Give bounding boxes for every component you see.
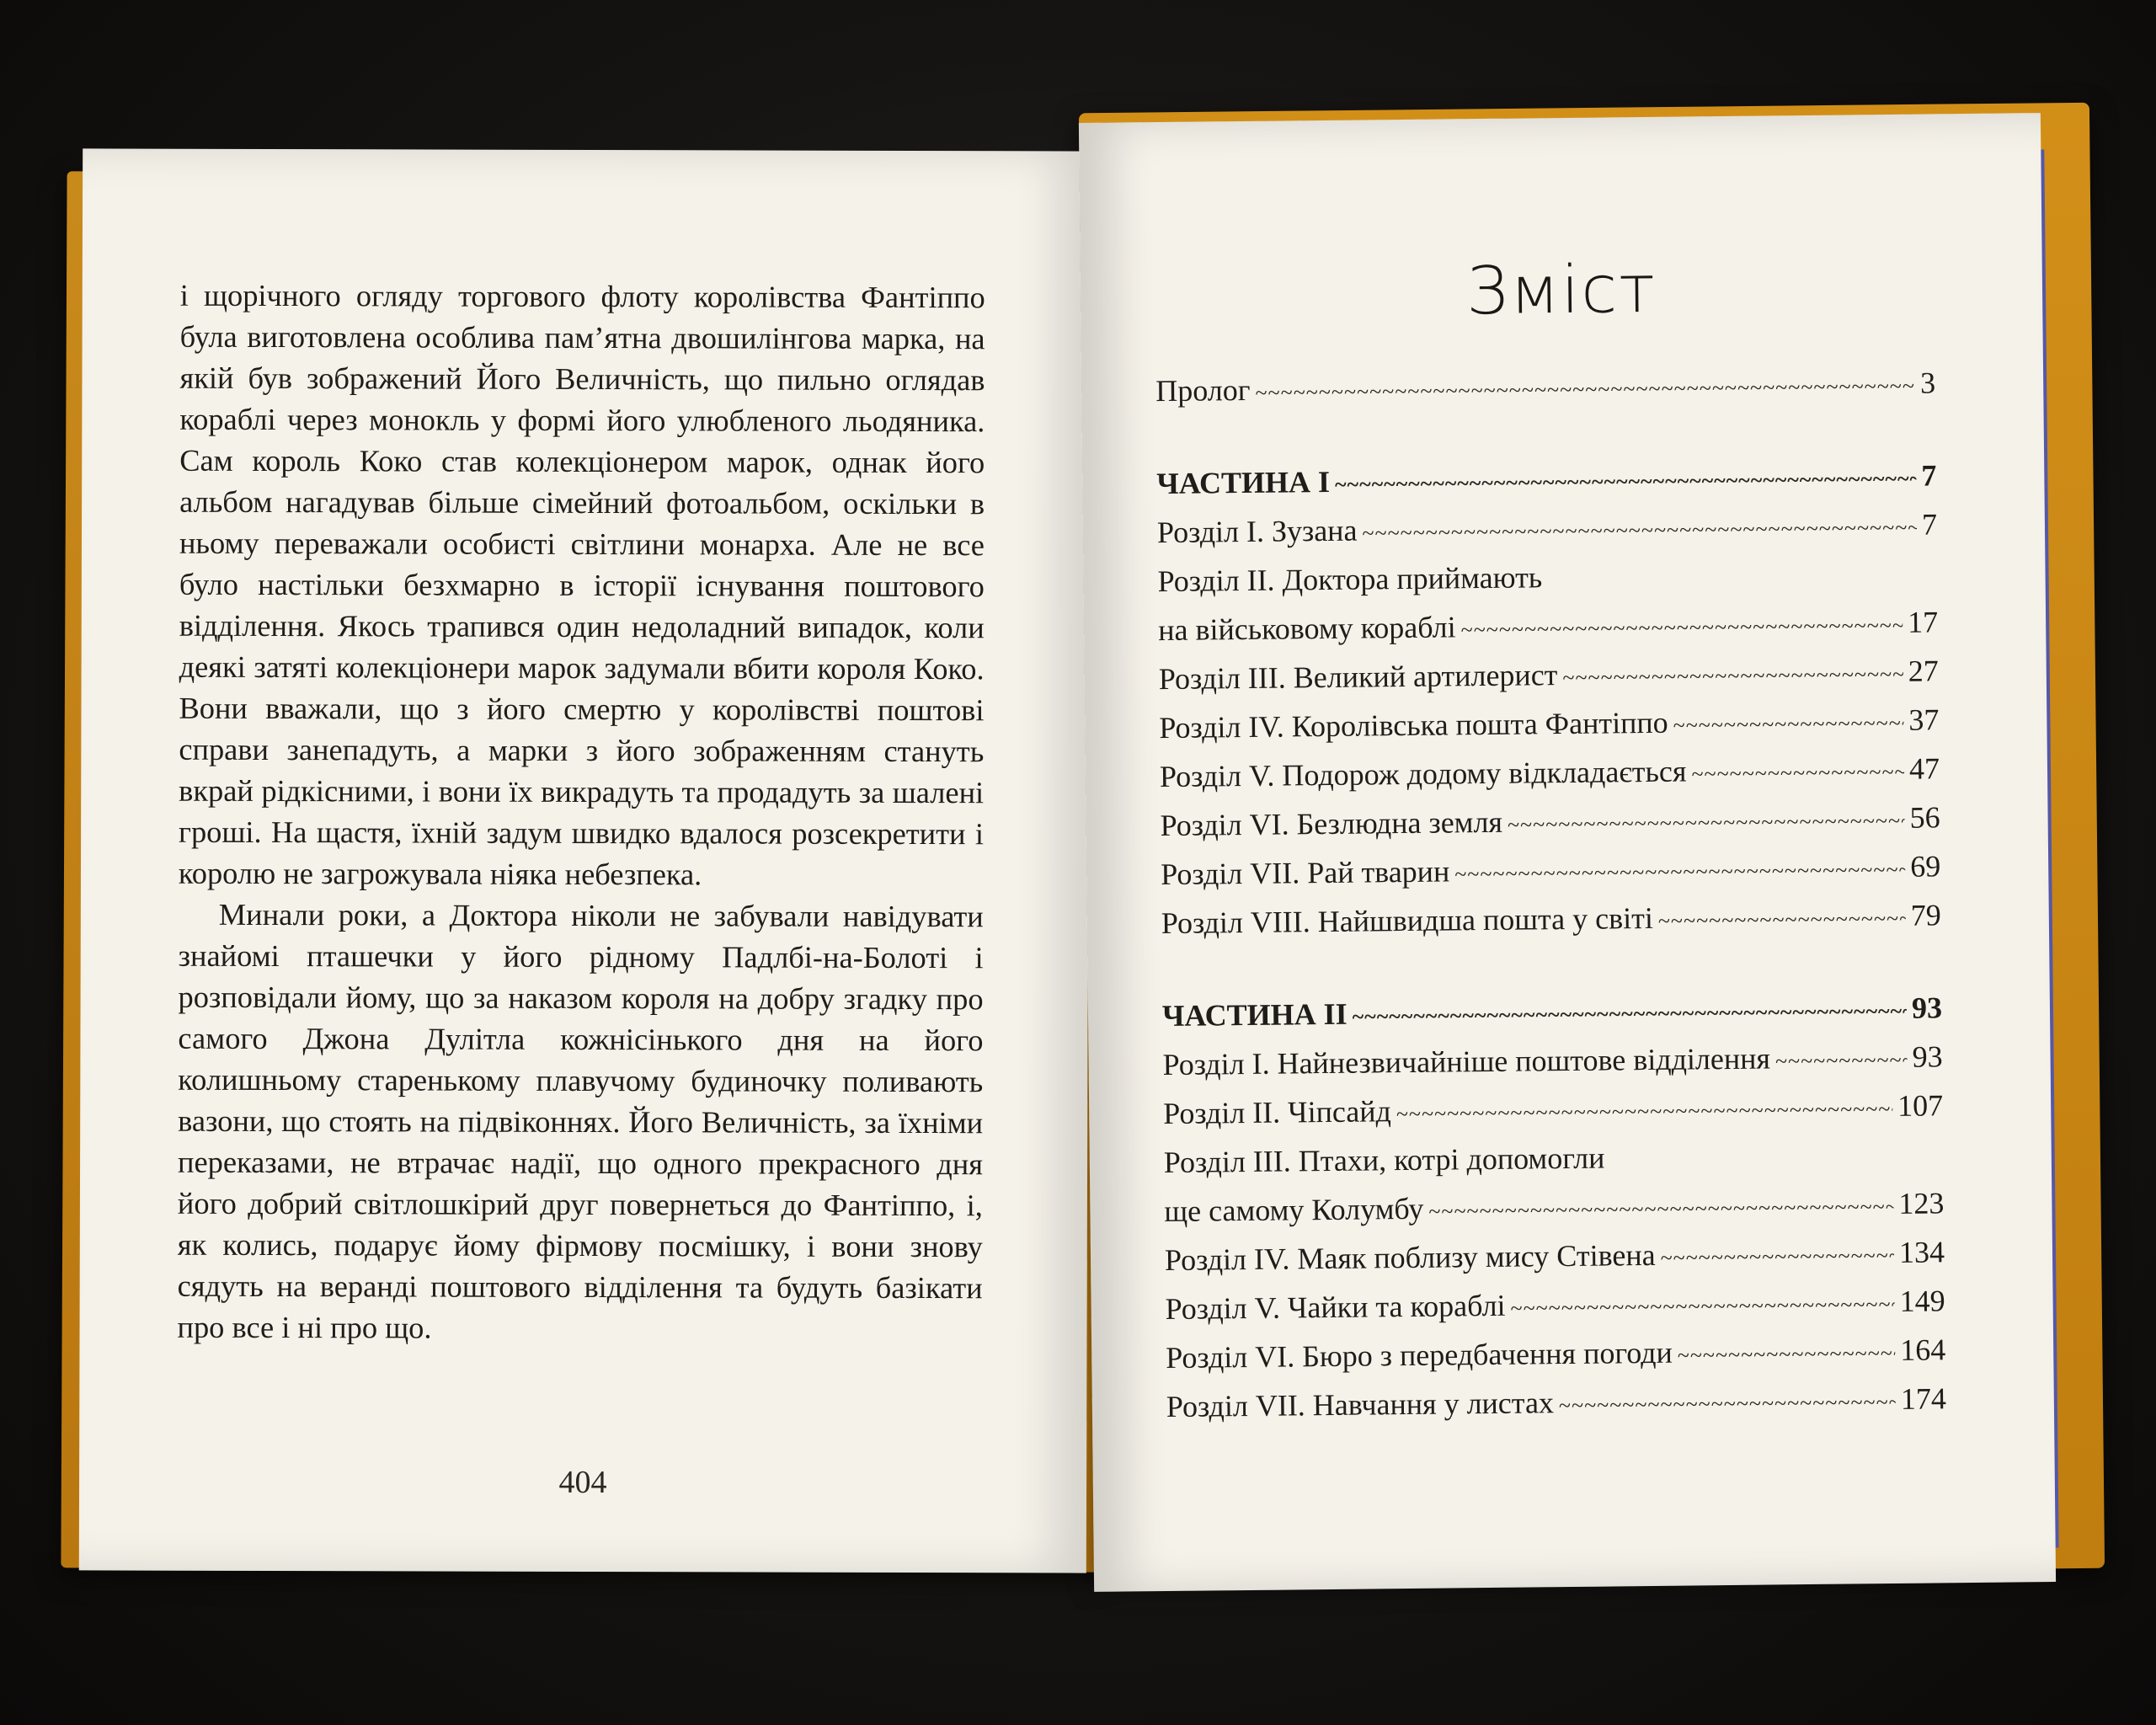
toc-entry-page: 37 (1908, 702, 1940, 737)
toc-entry-prologue (1155, 358, 1936, 415)
toc-entry (1164, 1178, 1945, 1236)
toc-entry (1158, 597, 1939, 654)
toc-entry-label: Розділ IV. Королівська пошта Фантіппо (1159, 705, 1668, 745)
toc-entry-page: 27 (1908, 654, 1939, 688)
toc-leader (1352, 987, 1907, 1042)
toc-entry-page: 47 (1908, 751, 1940, 786)
toc-leader (1362, 504, 1917, 558)
toc-entry (1157, 499, 1938, 557)
toc-entry-page: 174 (1900, 1381, 1947, 1416)
toc-entry-page: 79 (1910, 898, 1942, 932)
toc-part-page: 93 (1911, 991, 1943, 1025)
left-page (79, 148, 1090, 1573)
toc-entry-label: ще самому Колумбу (1164, 1191, 1424, 1229)
toc-leader (1508, 797, 1905, 850)
toc-part-label: ЧАСТИНА I (1156, 464, 1331, 501)
toc-entry (1164, 1130, 1945, 1187)
toc-leader (1396, 1085, 1893, 1139)
toc-entry (1163, 1081, 1944, 1138)
toc-entry-label: Розділ III. Птахи, котрі допомогли (1163, 1140, 1605, 1180)
toc-title: Зміст (1465, 251, 1657, 330)
toc-entry-label: Розділ V. Чайки та кораблі (1165, 1288, 1506, 1327)
paragraph-1: і щорічного огляду торгового флоту королівства Фантіппо була виготовлена особлива пам’ятна двошилінгова марка, на якій був зображений Його Величність, що пильно оглядав кораблі через монокль у формі його улюбленого льодяника. Сам король Коко став колекціонером марок, однак його альбом нагадував більше сімейний фотоальбом, оскільки в ньому переважали особисті світлини монарха. Але не все було настільки безхмарно в історії існування поштового відділення. Якось трапився один недоладний випадок, коли деякі затяті колекціонери марок задумали вбити короля Коко. Вони вважали, що з його смертю у королівстві поштові справи занепадуть, а марки з його зображенням стануть вкрай рідкісними, і вони їх викрадуть та продадуть за шалені гроші. На щастя, їхній задум швидко вдалося розсекретити і королю не загрожувала ніяка небезпека. (178, 278, 985, 892)
toc-leader (1428, 1183, 1894, 1236)
toc-part-1 (1156, 451, 1937, 508)
toc-entry (1159, 646, 1940, 703)
table-of-contents (1155, 358, 1946, 1431)
toc-leader (1547, 583, 1932, 587)
toc-leader (1510, 1280, 1895, 1333)
toc-entry-page: 123 (1898, 1186, 1945, 1220)
toc-entry-page: 56 (1909, 800, 1940, 835)
toc-entry-page: 7 (1921, 507, 1938, 542)
toc-leader (1335, 455, 1917, 510)
toc-entry-label: Розділ I. Зузана (1156, 513, 1358, 550)
toc-entry (1162, 1032, 1943, 1089)
toc-entry-page: 17 (1907, 605, 1939, 639)
toc-entry-label: Розділ II. Доктора приймають (1157, 560, 1543, 599)
toc-entry (1160, 793, 1940, 850)
toc-entry-page: 93 (1912, 1039, 1943, 1074)
toc-part-2 (1162, 983, 1943, 1040)
toc-leader (1460, 601, 1903, 654)
toc-entry-label: Розділ VI. Безлюдна земля (1160, 804, 1503, 843)
toc-entry-label: Розділ V. Подорож додому відкладається (1159, 754, 1687, 794)
toc-entry-page: 164 (1900, 1332, 1946, 1367)
toc-entry-label: на військовому кораблі (1158, 610, 1456, 648)
toc-leader (1610, 1164, 1939, 1167)
toc-entry-label: Розділ II. Чіпсайд (1163, 1094, 1392, 1131)
toc-leader (1454, 846, 1906, 900)
toc-entry-page: 134 (1898, 1235, 1945, 1269)
toc-entry (1165, 1276, 1945, 1333)
toc-entry-label: Розділ I. Найнезвичайніше поштове відділення (1162, 1041, 1771, 1082)
toc-entry-page: 107 (1897, 1088, 1944, 1123)
toc-part-page: 7 (1921, 458, 1937, 493)
toc-leader (1559, 1378, 1896, 1430)
body-text (177, 275, 985, 1350)
toc-leader (1691, 748, 1904, 799)
toc-leader (1677, 1329, 1895, 1381)
toc-entry-label: Розділ VI. Бюро з передбачення погоди (1166, 1335, 1673, 1375)
toc-entry (1166, 1374, 1947, 1431)
toc-entry-label: Розділ III. Великий артилерист (1158, 658, 1558, 697)
toc-entry (1161, 890, 1942, 948)
toc-entry (1161, 841, 1941, 899)
toc-entry-label: Розділ VII. Рай тварин (1161, 854, 1450, 892)
toc-entry (1159, 695, 1940, 752)
toc-leader (1255, 362, 1915, 418)
toc-part-label: ЧАСТИНА II (1161, 996, 1348, 1033)
toc-entry-page: 149 (1899, 1284, 1945, 1318)
toc-leader (1775, 1036, 1908, 1087)
toc-entry-label: Розділ IV. Маяк поблизу мису Стівена (1164, 1237, 1656, 1278)
toc-entry-page: 3 (1919, 366, 1936, 400)
toc-leader (1658, 895, 1907, 946)
toc-entry-label: Пролог (1155, 372, 1251, 409)
toc-entry (1157, 548, 1938, 606)
toc-entry-label: Розділ VII. Навчання у листах (1166, 1386, 1555, 1424)
toc-entry (1166, 1325, 1946, 1382)
toc-leader (1673, 699, 1903, 750)
toc-leader (1562, 650, 1903, 702)
right-page (1079, 113, 2056, 1592)
paragraph-2: Минали роки, а Доктора ніколи не забували навідувати знайомі пташечки у його рідному Падлбі-на-Болоті і розповідали йому, що за наказом короля на добру згадку про самого Джона Дулітла кожнісінького дня на його колишньому старенькому плавучому будиночку поливають вазони, що стоять на підвіконнях. Його Величність, за їхніми переказами, не втрачає надії, що одного прекрасного дня його добрий світлошкірий друг повернеться до Фантіппо, і, як колись, подарує йому фірмову посмішку, і вони знову сядуть на веранді поштового відділення та будуть базікати про все і ні про що. (177, 897, 984, 1345)
page-number: 404 (558, 1464, 607, 1501)
toc-entry (1165, 1227, 1945, 1284)
toc-leader (1660, 1231, 1894, 1283)
toc-entry-label: Розділ VIII. Найшвидша пошта у світі (1161, 900, 1654, 941)
toc-entry (1160, 744, 1940, 801)
toc-entry-page: 69 (1909, 849, 1941, 884)
